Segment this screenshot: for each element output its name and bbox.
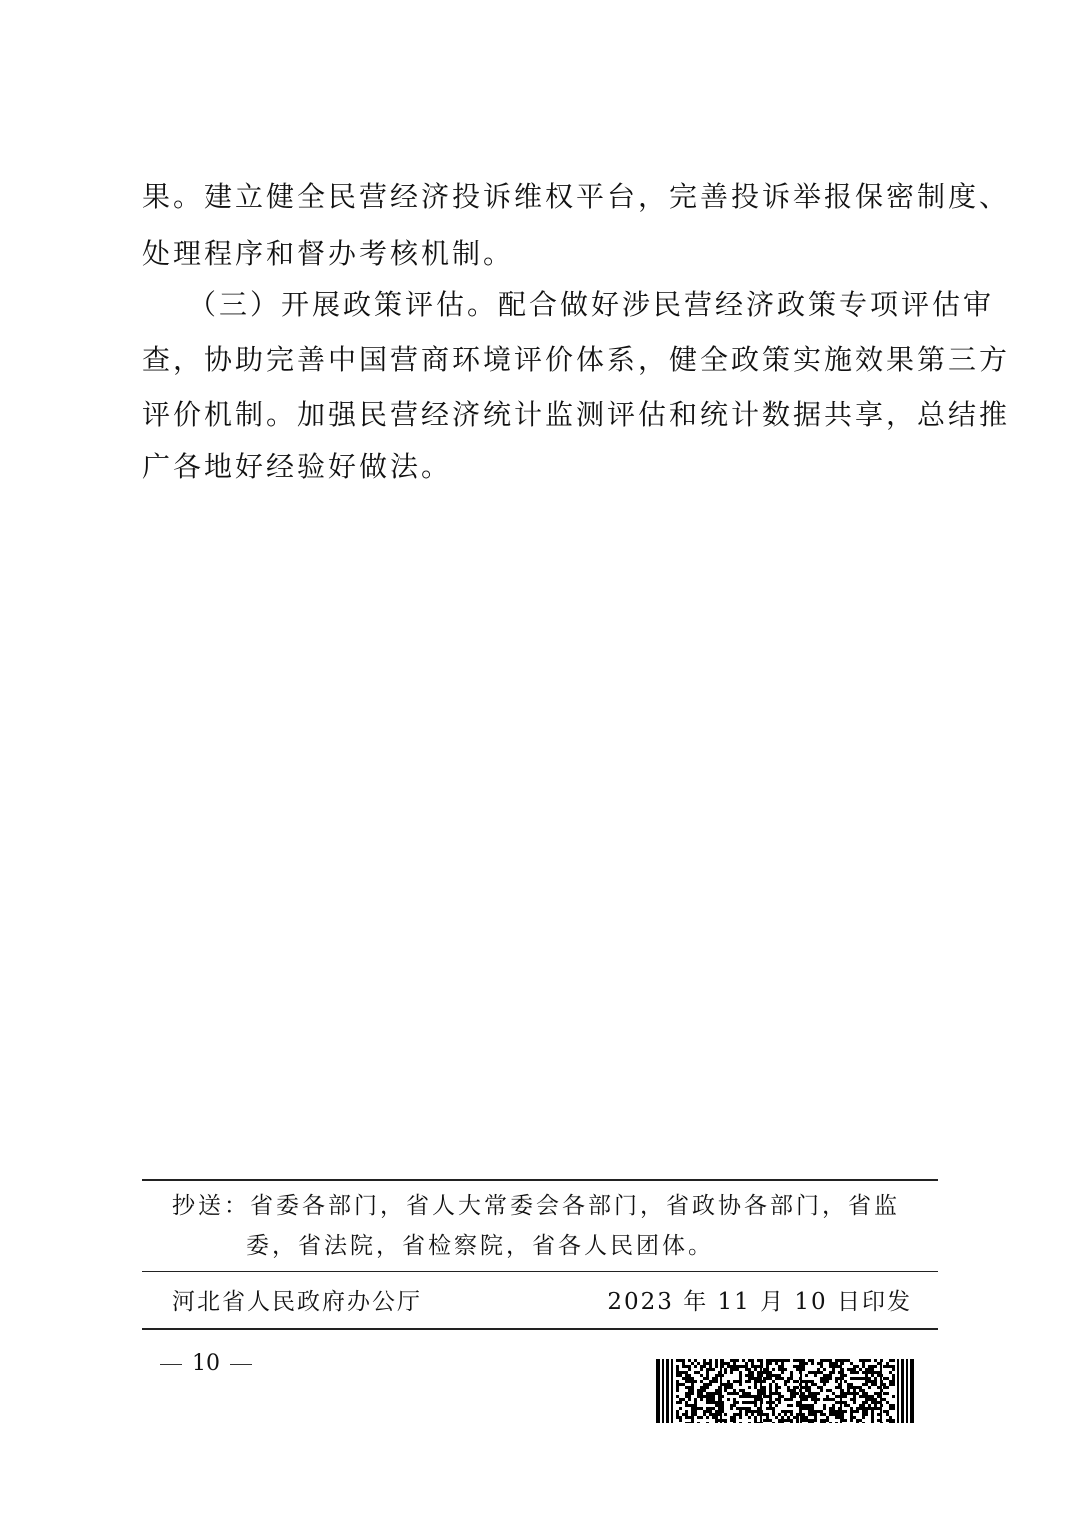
body-paragraph-line: 广各地好经验好做法。 [142,450,453,483]
footer-rule-bottom [142,1328,938,1330]
page-number [150,1349,262,1379]
cc-distribution-line: 委，省法院，省检察院，省各人民团体。 [246,1233,714,1259]
issuing-office: 河北省人民政府办公厅 [172,1289,422,1315]
page-number-dash [160,1364,182,1365]
body-paragraph-line: 处理程序和督办考核机制。 [142,237,515,270]
footer-rule-top [142,1179,938,1181]
body-paragraph-line: 评价机制。加强民营经济统计监测评估和统计数据共享，总结推 [142,398,1011,431]
cc-distribution-line: 抄送：省委各部门，省人大常委会各部门，省政协各部门，省监 [172,1193,900,1219]
issue-date: 2023 年 11 月 10 日印发 [607,1289,912,1315]
body-paragraph-line: （三）开展政策评估。配合做好涉民营经济政策专项评估审 [188,288,995,321]
page-number-value: 10 [192,1351,220,1376]
body-paragraph-line: 查，协助完善中国营商环境评价体系，健全政策实施效果第三方 [142,343,1011,376]
page-number-dash [230,1364,252,1365]
2d-barcode-icon [656,1359,914,1423]
body-paragraph-line: 果。建立健全民营经济投诉维权平台，完善投诉举报保密制度、 [142,180,1011,213]
footer-rule-middle [142,1271,938,1272]
